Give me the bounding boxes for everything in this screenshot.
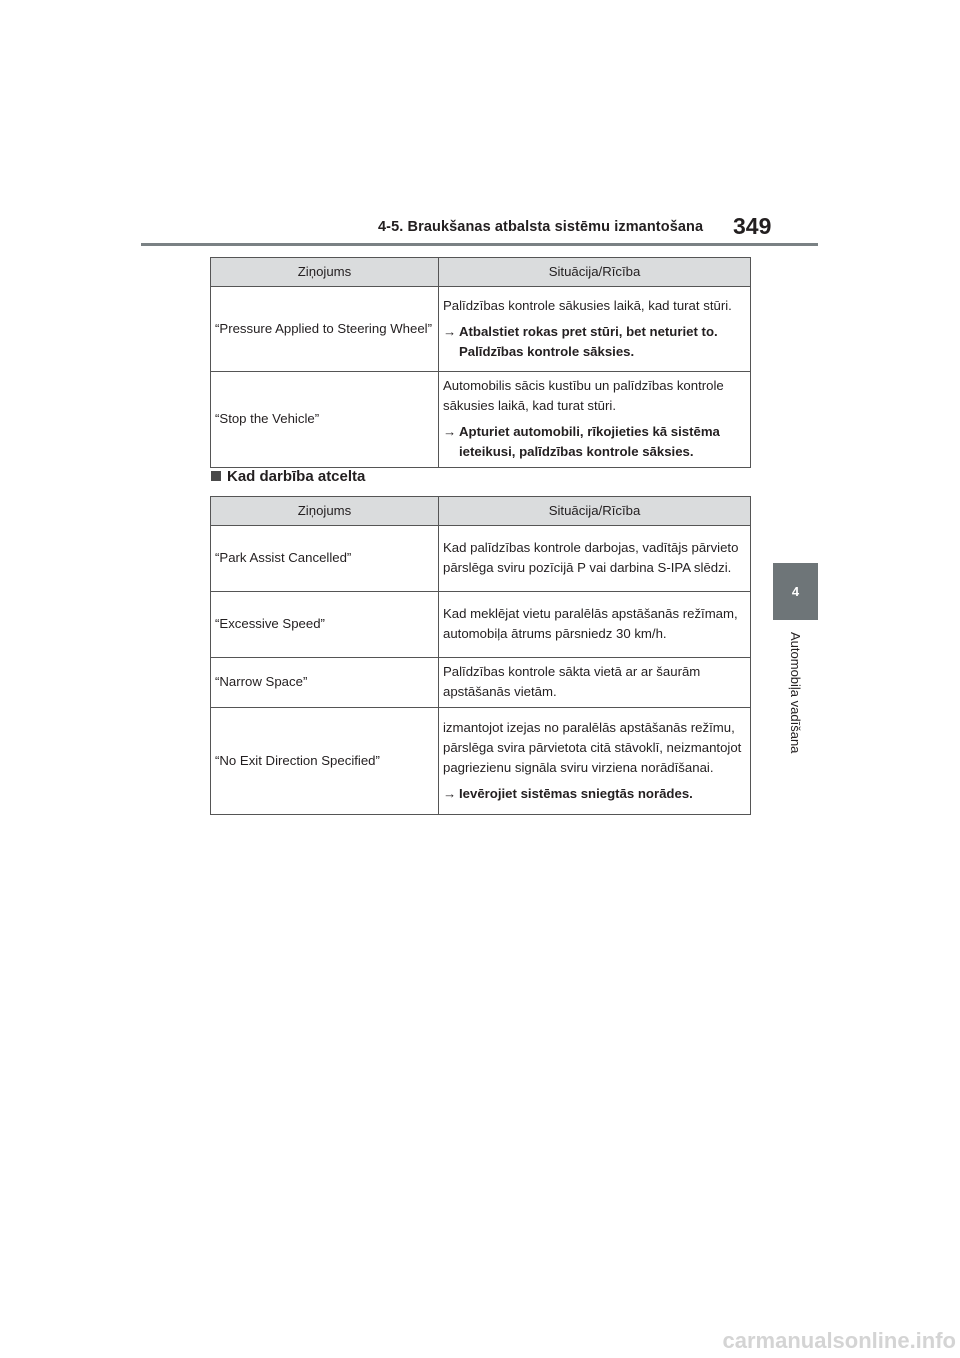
messages-table-cancelled (210, 496, 751, 815)
action-line (443, 784, 746, 804)
situation-cell (439, 708, 751, 815)
section-heading-text: Kad darbība atcelta (227, 468, 366, 485)
situation-cell: Kad meklējat vietu paralēlās apstāšanās režīmam, automobiļa ātrums pārsniedz 30 km/h. (439, 592, 751, 658)
square-bullet-icon (211, 471, 221, 481)
column-header-situation: Situācija/Rīcība (439, 258, 751, 287)
table-row (211, 372, 751, 468)
situation-cell (439, 287, 751, 372)
page-number: 349 (733, 213, 772, 239)
chapter-number: 4 (791, 584, 800, 599)
page-header-title: 4-5. Braukšanas atbalsta sistēmu izmantošana (378, 219, 704, 235)
chapter-label: Automobiļa vadīšana (788, 632, 803, 754)
action-text: Ievērojiet sistēmas sniegtās norādes. (459, 785, 693, 801)
messages-table-assist (210, 257, 751, 468)
message-cell: “No Exit Direction Specified” (211, 708, 439, 815)
situation-cell: Palīdzības kontrole sākta vietā ar ar šaurām apstāšanās vietām. (439, 658, 751, 708)
column-header-situation: Situācija/Rīcība (439, 497, 751, 526)
table-header-row (211, 258, 751, 287)
table-row (211, 287, 751, 372)
action-text: Apturiet automobili, rīkojieties kā sistēma ieteikusi, palīdzības kontrole sāksies. (459, 424, 720, 459)
section-heading (211, 468, 365, 485)
table-row (211, 658, 751, 708)
header-rule (141, 243, 818, 246)
arrow-icon: → (443, 424, 457, 439)
table-row (211, 592, 751, 658)
message-cell: “Narrow Space” (211, 658, 439, 708)
action-line (443, 322, 746, 362)
chapter-tab (773, 563, 818, 620)
arrow-icon: → (443, 785, 457, 801)
arrow-icon: → (443, 323, 457, 339)
message-cell: “Stop the Vehicle” (211, 372, 439, 468)
action-line (443, 422, 746, 462)
table-row (211, 526, 751, 592)
message-cell: “Excessive Speed” (211, 592, 439, 658)
column-header-message: Ziņojums (211, 258, 439, 287)
table-header-row (211, 497, 751, 526)
table-row (211, 708, 751, 815)
action-text: Atbalstiet rokas pret stūri, bet neturiet to. Palīdzības kontrole sāksies. (459, 323, 718, 359)
watermark: carmanualsonline.info (722, 1328, 956, 1353)
situation-text: izmantojot izejas no paralēlās apstāšanās režīmu, pārslēga svira pārvietota citā stāvoklī, neizmantojot pagriezienu signāla sviru virziena norādīšanai. (443, 719, 742, 775)
message-cell: “Park Assist Cancelled” (211, 526, 439, 592)
situation-cell: Kad palīdzības kontrole darbojas, vadītājs pārvieto pārslēga sviru pozīcijā P vai darbina S-IPA slēdzi. (439, 526, 751, 592)
situation-text: Automobilis sācis kustību un palīdzības kontrole sākusies laikā, kad turat stūri. (443, 378, 724, 413)
column-header-message: Ziņojums (211, 497, 439, 526)
situation-text: Palīdzības kontrole sākusies laikā, kad turat stūri. (443, 297, 732, 313)
situation-cell (439, 372, 751, 468)
message-cell: “Pressure Applied to Steering Wheel” (211, 287, 439, 372)
